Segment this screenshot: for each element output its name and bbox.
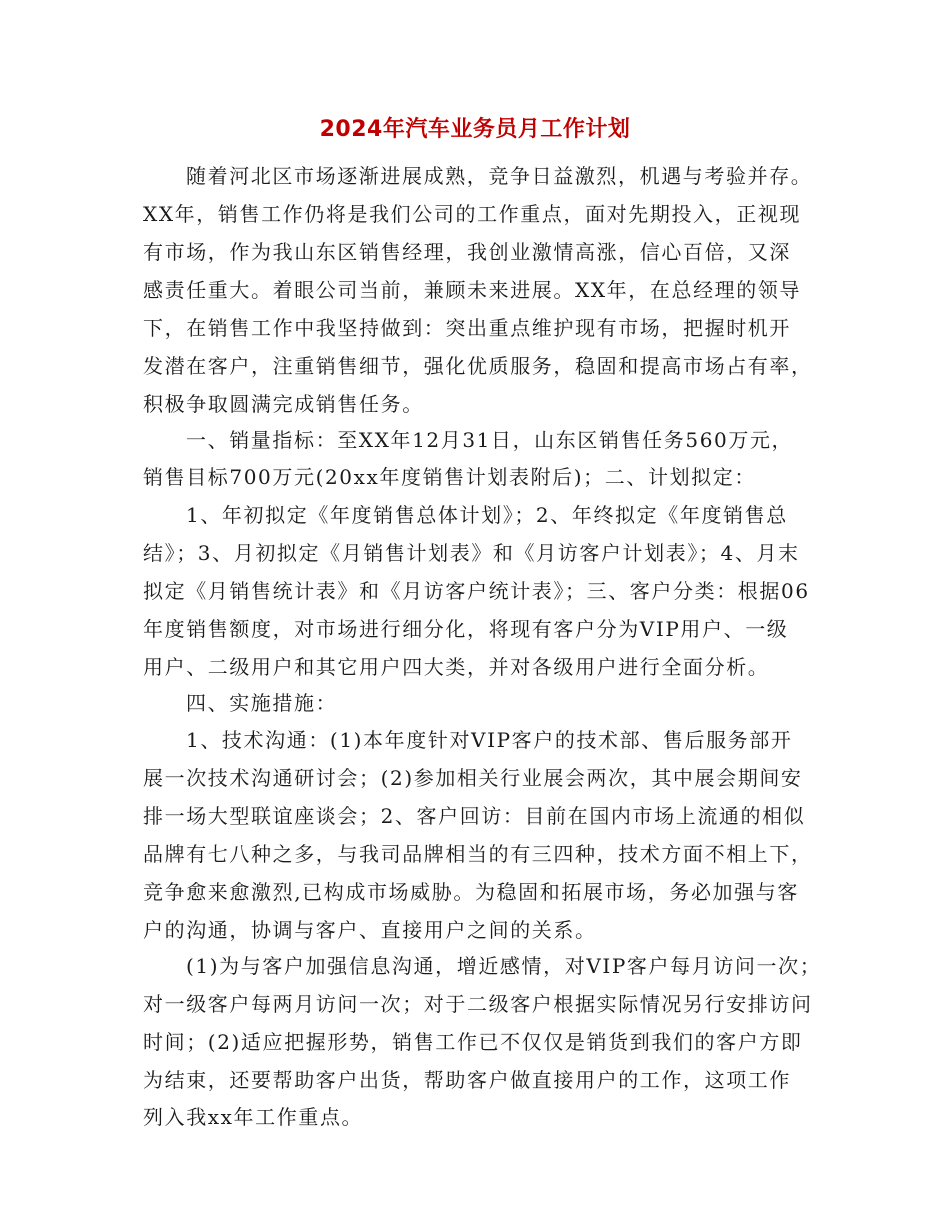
body-line: 时间；(2)适应把握形势，销售工作已不仅仅是销货到我们的客户方即 — [143, 1030, 803, 1054]
document-title: 2024年汽车业务员月工作计划 — [319, 117, 631, 142]
body-line: 用户、二级用户和其它用户四大类，并对各级用户进行全面分析。 — [143, 655, 770, 679]
body-line: 发潜在客户，注重销售细节，强化优质服务，稳固和提高市场占有率， — [143, 354, 813, 378]
body-line: (1)为与客户加强信息沟通，增近感情，对VIP客户每月访问一次； — [186, 954, 822, 978]
body-line: 有市场，作为我山东区销售经理，我创业激情高涨，信心百倍，又深 — [143, 240, 791, 264]
body-line: 年度销售额度，对市场进行细分化，将现有客户分为VIP用户、一级 — [143, 617, 789, 641]
body-line: 列入我xx年工作重点。 — [143, 1105, 364, 1129]
body-line: 结》；3、月初拟定《月销售计划表》和《月访客户计划表》；4、月末 — [143, 541, 800, 565]
body-line: 排一场大型联谊座谈会；2、客户回访：目前在国内市场上流通的相似 — [143, 804, 806, 828]
section-heading: 四、实施措施： — [186, 691, 338, 715]
body-line: 随着河北区市场逐渐进展成熟，竞争日益激烈，机遇与考验并存。 — [186, 164, 813, 188]
body-line: 1、技术沟通：(1)本年度针对VIP客户的技术部、售后服务部开 — [186, 728, 793, 752]
body-line: 一、销量指标：至XX年12月31日，山东区销售任务560万元， — [186, 428, 794, 452]
body-line: 感责任重大。着眼公司当前，兼顾未来进展。XX年，在总经理的领导 — [143, 278, 802, 302]
body-line: 户的沟通，协调与客户、直接用户之间的关系。 — [143, 918, 597, 942]
body-line: XX年，销售工作仍将是我们公司的工作重点，面对先期投入，正视现 — [143, 202, 802, 226]
body-line: 积极争取圆满完成销售任务。 — [143, 392, 424, 416]
body-line: 1、年初拟定《年度销售总体计划》；2、年终拟定《年度销售总 — [186, 503, 788, 527]
body-line: 竞争愈来愈激烈,已构成市场威胁。为稳固和拓展市场，务必加强与客 — [143, 880, 799, 904]
body-line: 品牌有七八种之多，与我司品牌相当的有三四种，技术方面不相上下， — [143, 842, 813, 866]
body-line: 对一级客户每两月访问一次；对于二级客户根据实际情况另行安排访问 — [143, 992, 813, 1016]
body-line: 展一次技术沟通研讨会；(2)参加相关行业展会两次，其中展会期间安 — [143, 766, 803, 790]
body-line: 下，在销售工作中我坚持做到：突出重点维护现有市场，把握时机开 — [143, 316, 791, 340]
body-line: 销售目标700万元(20xx年度销售计划表附后)；二、计划拟定： — [143, 465, 756, 489]
body-line: 为结束，还要帮助客户出货，帮助客户做直接用户的工作，这项工作 — [143, 1068, 791, 1092]
body-line: 拟定《月销售统计表》和《月访客户统计表》；三、客户分类：根据06 — [143, 579, 810, 603]
